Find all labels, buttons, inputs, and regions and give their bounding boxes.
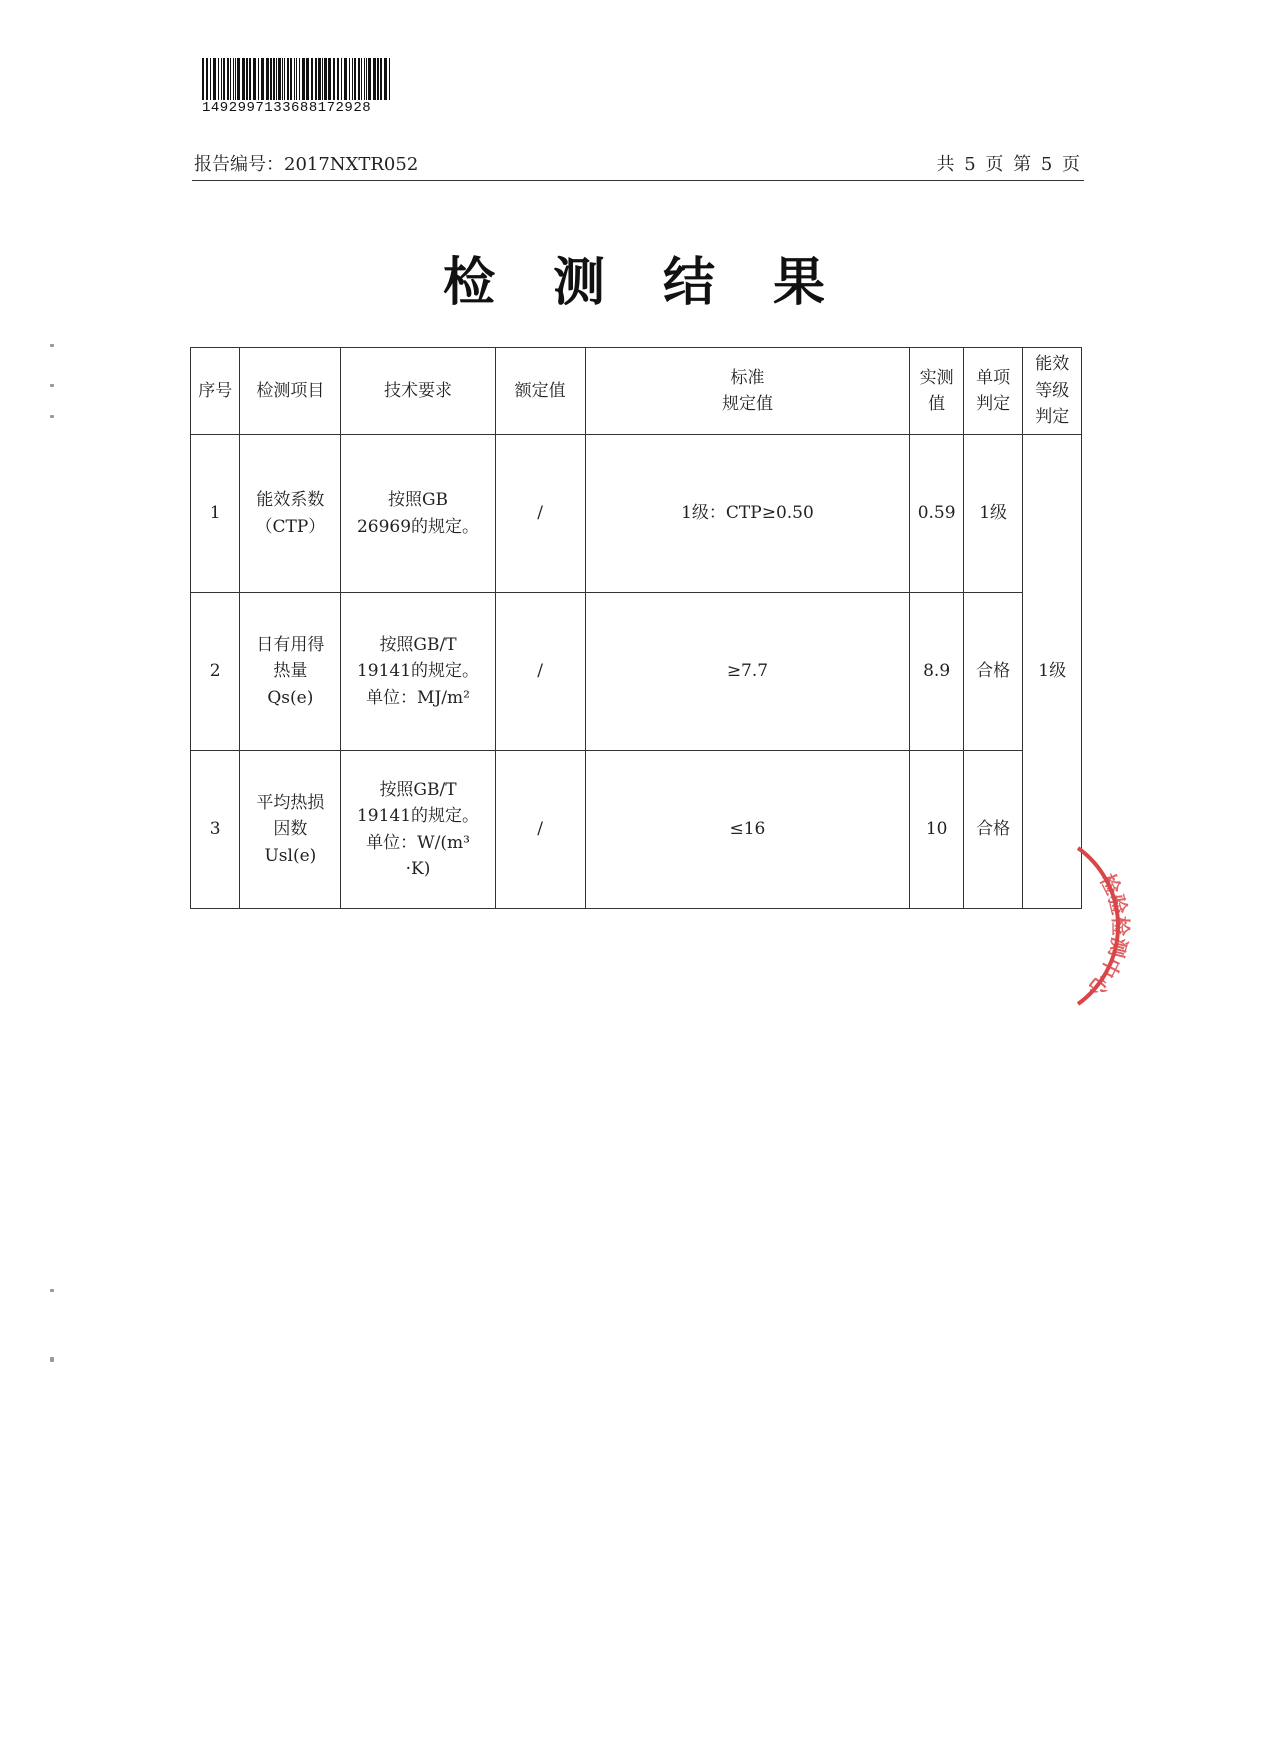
cell-requirement	[341, 751, 495, 909]
barcode-bar	[328, 58, 331, 100]
barcode-bar	[311, 58, 313, 100]
header-seq: 序号	[191, 348, 240, 435]
barcode-bar	[389, 58, 390, 100]
barcode-bar	[322, 58, 323, 100]
barcode-bar	[380, 58, 382, 100]
requirement-line: 19141的规定。	[356, 661, 480, 682]
barcode-bar	[373, 58, 376, 100]
cell-requirement	[341, 435, 495, 593]
barcode-bar	[299, 58, 300, 100]
requirement-line: 按照GB/T	[379, 779, 457, 800]
barcode-bar	[294, 58, 295, 100]
scan-speck	[50, 1289, 54, 1292]
cell-single-judgment: 1级	[963, 435, 1023, 593]
cell-standard-value: ≥7.7	[585, 593, 910, 751]
barcode-bar	[253, 58, 256, 100]
barcode-bar	[296, 58, 297, 100]
barcode-bar	[242, 58, 245, 100]
requirement-line: 按照GB	[387, 490, 449, 511]
barcode-bar	[333, 58, 335, 100]
barcode-number: 1492997133688172928	[202, 100, 372, 116]
header-rated-value: 额定值	[495, 348, 585, 435]
cell-item	[240, 435, 341, 593]
barcode-bar	[221, 58, 222, 100]
barcode-bar	[213, 58, 216, 100]
requirement-line: 单位：MJ/m²	[366, 687, 470, 708]
scan-speck	[50, 384, 54, 387]
results-table	[190, 347, 1082, 909]
cell-rated-value: /	[495, 435, 585, 593]
barcode-bar	[341, 58, 342, 100]
barcode-bar	[337, 58, 339, 100]
cell-single-judgment: 合格	[963, 593, 1023, 751]
requirement-line: 19141的规定。	[356, 806, 480, 827]
requirement-line: 按照GB/T	[379, 634, 457, 655]
header-measured-line: 实测	[919, 367, 954, 388]
cell-item	[240, 751, 341, 909]
barcode-bar	[210, 58, 211, 100]
requirement-line: 26969的规定。	[356, 516, 480, 537]
barcode-bar	[384, 58, 387, 100]
header-grade-line: 判定	[1035, 407, 1070, 428]
barcode-bar	[235, 58, 236, 100]
report-number	[194, 150, 418, 176]
header-divider	[192, 180, 1084, 181]
table-row	[191, 435, 1082, 593]
barcode-bar	[368, 58, 371, 100]
barcode-bar	[324, 58, 327, 100]
barcode-bar	[270, 58, 272, 100]
cell-requirement	[341, 593, 495, 751]
barcode-bar	[287, 58, 289, 100]
table-row	[191, 751, 1082, 909]
cell-standard-value: 1级：CTP≥0.50	[585, 435, 910, 593]
page-count: 共 5 页 第 5 页	[936, 154, 1080, 175]
barcode-bar	[206, 58, 208, 100]
item-line: Usl(e)	[264, 845, 317, 866]
header-standard-line: 标准	[730, 367, 765, 388]
page-title: 检测结果	[442, 253, 883, 313]
cell-single-judgment: 合格	[963, 751, 1023, 909]
barcode-bar	[218, 58, 219, 100]
item-line: 平均热损	[256, 792, 325, 813]
barcode-bar	[349, 58, 350, 100]
barcode-bar	[276, 58, 277, 100]
barcode-bar	[358, 58, 360, 100]
item-line: 日有用得	[256, 634, 325, 655]
header-single-line: 单项	[976, 367, 1011, 388]
header-single-judgment	[963, 348, 1023, 435]
table-row	[191, 593, 1082, 751]
barcode-bar	[273, 58, 275, 100]
cell-grade-judgment: 1级	[1023, 435, 1082, 909]
item-line: Qs(e)	[267, 687, 314, 708]
barcode-bar	[249, 58, 251, 100]
barcode-bar	[318, 58, 321, 100]
barcode-bar	[261, 58, 264, 100]
requirement-line: ·K)	[405, 858, 431, 879]
barcode-bar	[223, 58, 225, 100]
cell-measured-value: 8.9	[910, 593, 963, 751]
barcode-bar	[344, 58, 347, 100]
barcode-bar	[230, 58, 231, 100]
barcode-bar	[302, 58, 305, 100]
item-line: 热量	[273, 661, 308, 682]
scan-speck	[50, 344, 54, 347]
cell-seq: 1	[191, 435, 240, 593]
barcode-image	[202, 58, 394, 100]
barcode-bar	[237, 58, 240, 100]
barcode-bar	[377, 58, 379, 100]
barcode-bar	[258, 58, 259, 100]
official-seal	[1072, 836, 1164, 1016]
report-number-value: 2017NXTR052	[284, 154, 419, 175]
barcode-bar	[266, 58, 269, 100]
barcode-bar	[227, 58, 229, 100]
barcode-bar	[366, 58, 367, 100]
barcode-bar	[364, 58, 365, 100]
barcode-bar	[361, 58, 362, 100]
barcode-bar	[278, 58, 281, 100]
item-line: （CTP）	[255, 516, 326, 537]
cell-rated-value: /	[495, 751, 585, 909]
barcode-bar	[352, 58, 353, 100]
barcode-bar	[284, 58, 285, 100]
header-requirement: 技术要求	[341, 348, 495, 435]
header-measured-line: 值	[928, 394, 946, 414]
barcode-bar	[246, 58, 248, 100]
header-standard-value	[585, 348, 910, 435]
scan-speck	[50, 415, 54, 418]
header-measured-value	[910, 348, 963, 435]
cell-standard-value: ≤16	[585, 751, 910, 909]
item-line: 能效系数	[256, 490, 325, 511]
cell-rated-value: /	[495, 593, 585, 751]
scan-speck	[50, 1357, 54, 1362]
barcode-bar	[290, 58, 292, 100]
cell-measured-value: 10	[910, 751, 963, 909]
cell-measured-value: 0.59	[910, 435, 963, 593]
barcode-bar	[306, 58, 309, 100]
table-header-row	[191, 348, 1082, 435]
svg-text:检验检测中心: 检验检测中心	[1083, 869, 1133, 1002]
header-item: 检测项目	[240, 348, 341, 435]
header-grade-judgment	[1023, 348, 1082, 435]
header-single-line: 判定	[976, 394, 1011, 414]
header-standard-line: 规定值	[721, 394, 773, 414]
barcode-bar	[282, 58, 283, 100]
requirement-line: 单位：W/(m³	[366, 832, 470, 853]
header-grade-line: 等级	[1035, 380, 1070, 401]
barcode-bar	[233, 58, 234, 100]
cell-seq: 3	[191, 751, 240, 909]
report-number-label: 报告编号：	[194, 154, 284, 175]
item-line: 因数	[273, 819, 308, 840]
cell-seq: 2	[191, 593, 240, 751]
cell-item	[240, 593, 341, 751]
barcode-bar	[354, 58, 356, 100]
barcode-bar	[315, 58, 317, 100]
barcode-bar	[202, 58, 204, 100]
header-grade-line: 能效	[1035, 354, 1070, 375]
